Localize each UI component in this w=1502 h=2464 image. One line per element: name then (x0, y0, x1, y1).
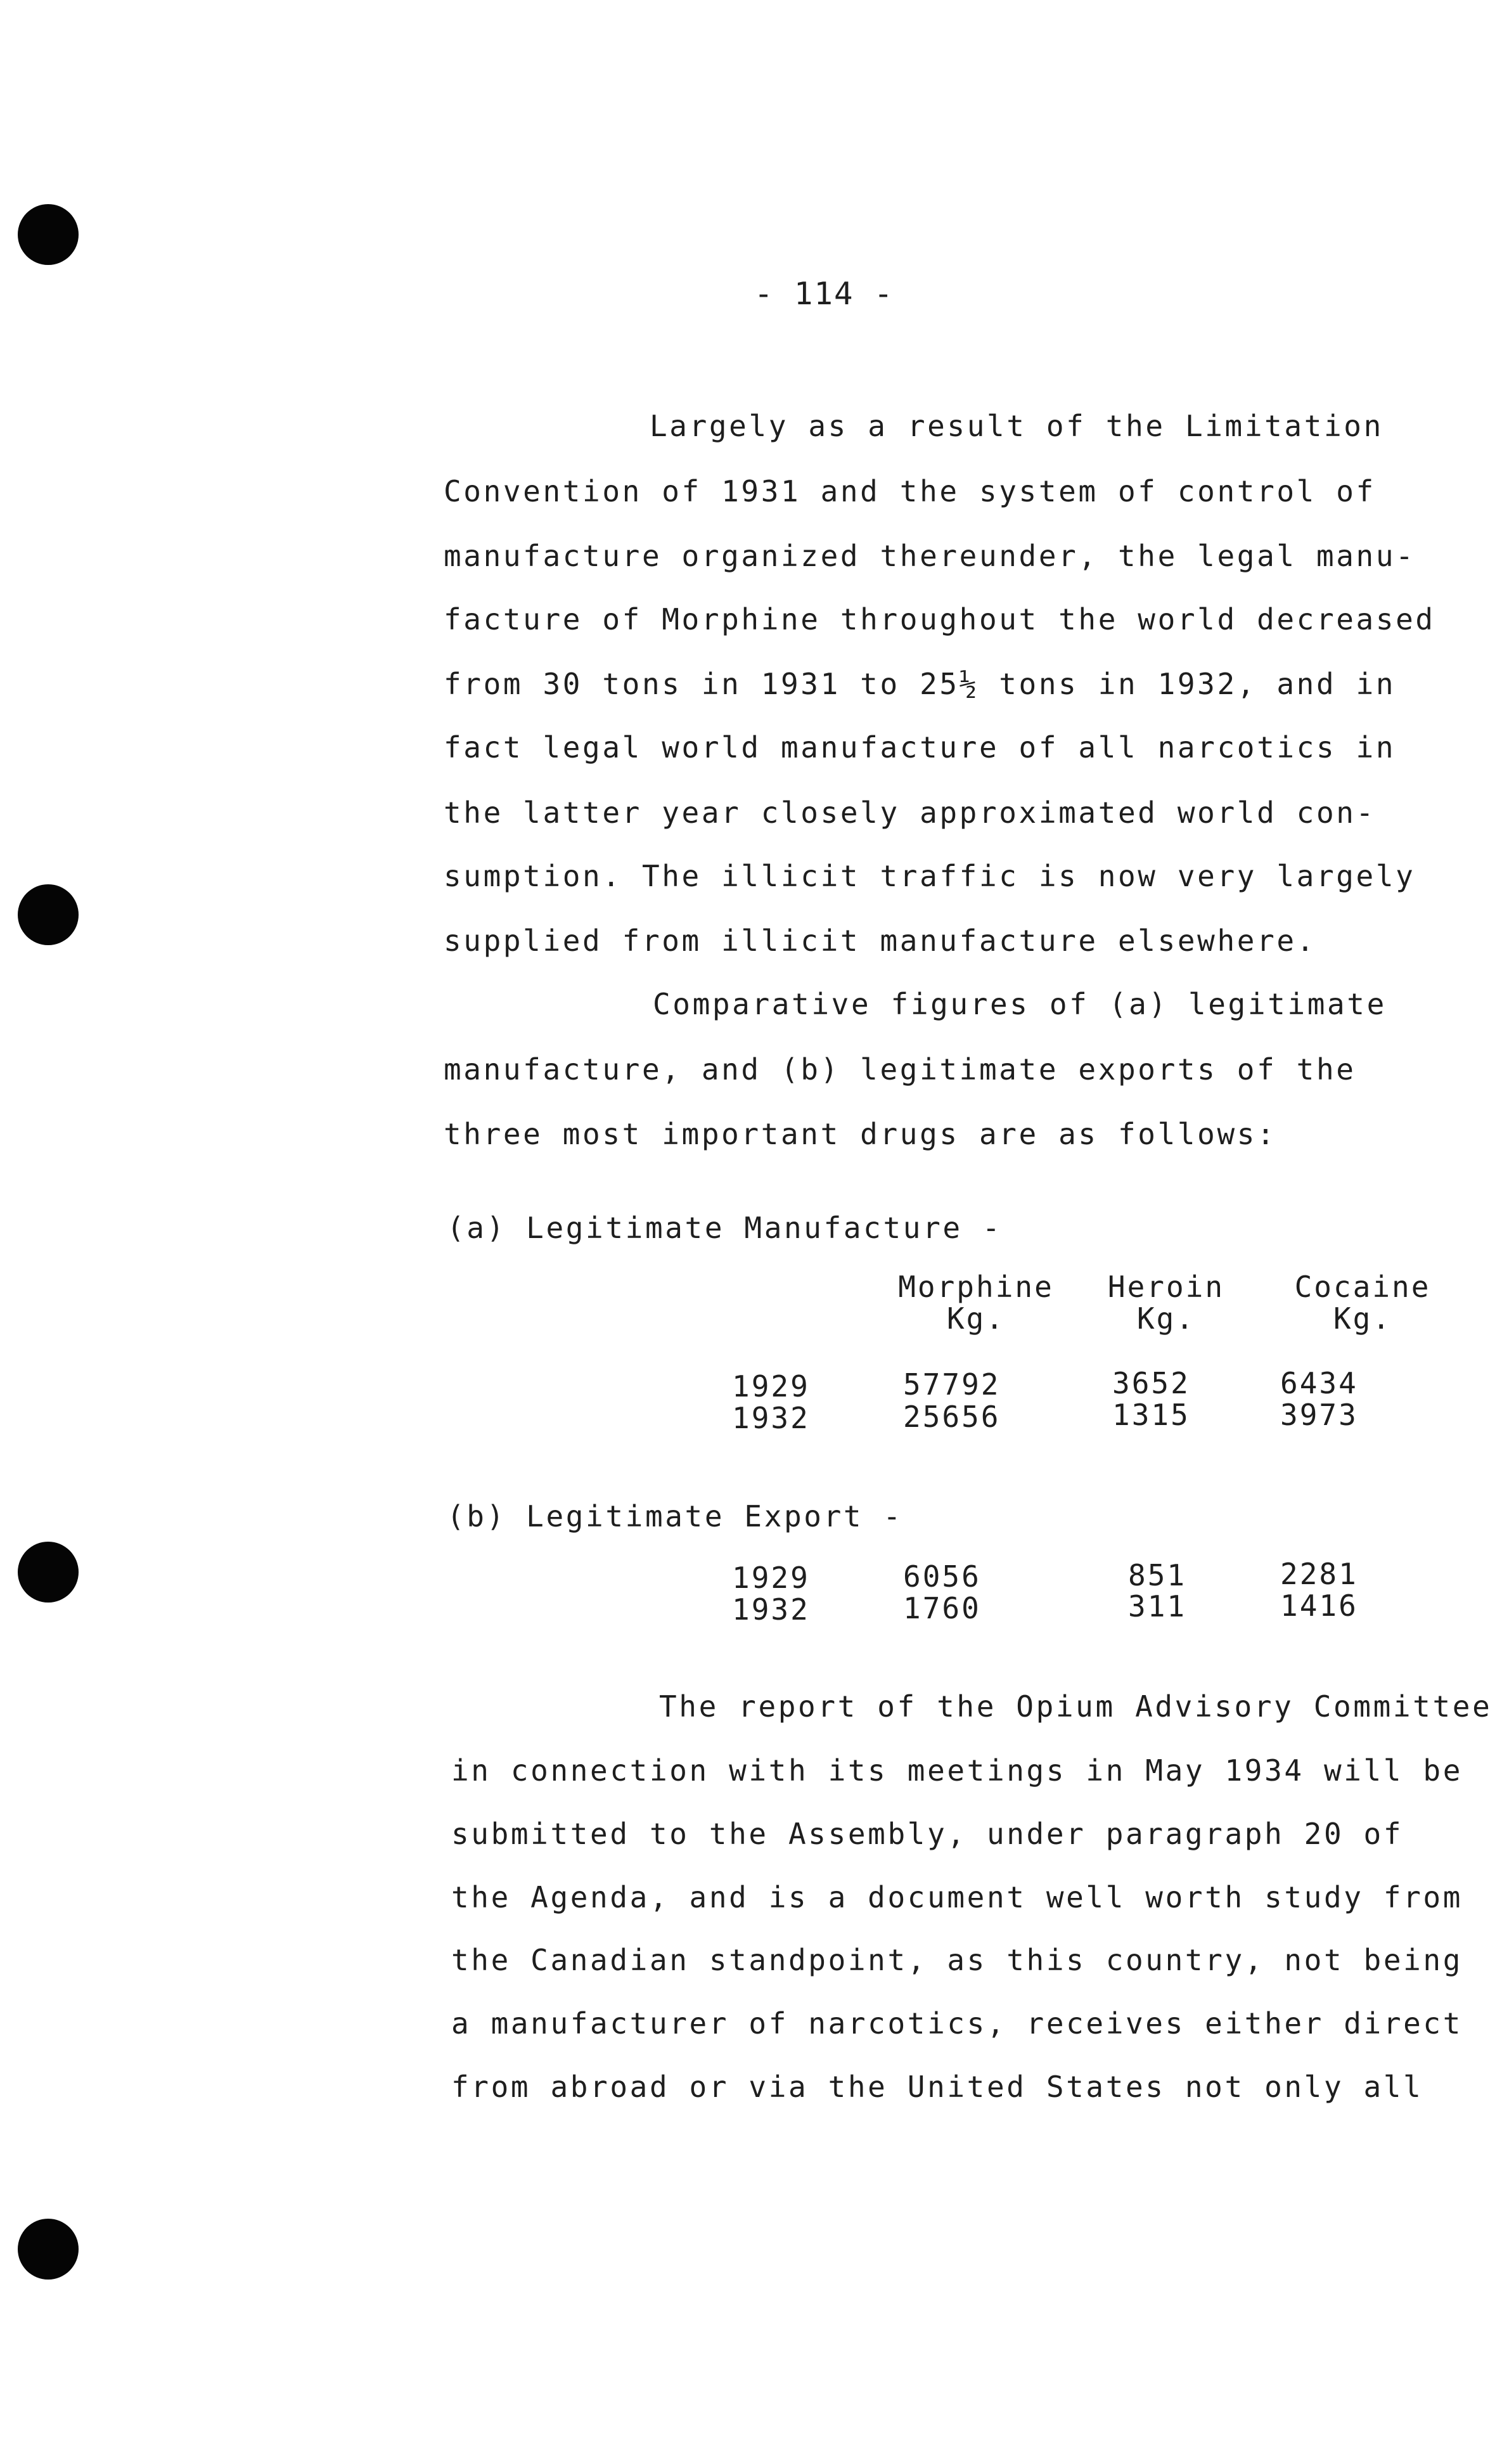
table-b-heading: (b) Legitimate Export - (447, 1499, 903, 1533)
paragraph-2-line: manufacture, and (b) legitimate exports of the (444, 1052, 1356, 1087)
column-header-morphine: Morphine (898, 1270, 1054, 1304)
table-a-cell: 57792 (903, 1367, 1001, 1402)
paragraph-3-line: submitted to the Assembly, under paragraph 20 of (451, 1817, 1404, 1851)
table-a-year: 1929 (732, 1369, 810, 1403)
paragraph-2-line: three most important drugs are as follows: (444, 1117, 1277, 1151)
paragraph-3-line: the Canadian standpoint, as this country, not being (451, 1943, 1463, 1977)
paragraph-1-line: manufacture organized thereunder, the legal manu- (444, 539, 1416, 573)
paragraph-1-line: from 30 tons in 1931 to 25½ tons in 1932, and in (444, 667, 1396, 701)
column-header-cocaine: Cocaine (1294, 1270, 1431, 1304)
table-a-heading: (a) Legitimate Manufacture - (447, 1211, 1003, 1245)
punch-hole (18, 1542, 79, 1603)
column-unit-cocaine: Kg. (1333, 1301, 1392, 1336)
table-b-cell: 311 (1128, 1589, 1187, 1623)
table-b-year: 1929 (732, 1561, 810, 1595)
punch-hole (18, 204, 79, 265)
paragraph-2-line: Comparative figures of (a) legitimate (653, 987, 1387, 1021)
page-number: - 114 - (754, 276, 894, 312)
paragraph-3-line: the Agenda, and is a document well worth study from (451, 1880, 1463, 1914)
paragraph-1-line: the latter year closely approximated world con- (444, 796, 1376, 830)
table-a-cell: 1315 (1112, 1398, 1190, 1432)
paragraph-1-line: sumption. The illicit traffic is now very largely (444, 859, 1416, 893)
paragraph-1-line: Largely as a result of the Limitation (650, 409, 1383, 443)
paragraph-3-line: in connection with its meetings in May 1934 will be (451, 1753, 1463, 1788)
table-b-cell: 6056 (903, 1559, 981, 1594)
paragraph-1-line: facture of Morphine throughout the world decreased (444, 602, 1435, 636)
table-a-cell: 3973 (1280, 1398, 1358, 1432)
column-unit-morphine: Kg. (946, 1301, 1006, 1336)
paragraph-3-line: from abroad or via the United States not only all (451, 2070, 1423, 2104)
table-b-cell: 851 (1128, 1558, 1187, 1592)
table-a-year: 1932 (732, 1401, 810, 1435)
column-unit-heroin: Kg. (1136, 1301, 1196, 1336)
table-a-cell: 3652 (1112, 1366, 1190, 1400)
table-a-cell: 25656 (903, 1400, 1001, 1434)
paragraph-1-line: fact legal world manufacture of all narcotics in (444, 730, 1396, 764)
paragraph-3-line: a manufacturer of narcotics, receives either direct (451, 2006, 1463, 2041)
paragraph-3-line: The report of the Opium Advisory Committee (659, 1689, 1492, 1724)
paragraph-1-line: supplied from illicit manufacture elsewhere. (444, 924, 1316, 958)
table-a-cell: 6434 (1280, 1366, 1358, 1400)
punch-hole (18, 884, 79, 945)
table-b-year: 1932 (732, 1592, 810, 1627)
punch-hole (18, 2219, 79, 2280)
table-b-cell: 2281 (1280, 1557, 1358, 1591)
table-b-cell: 1416 (1280, 1589, 1358, 1623)
table-b-cell: 1760 (903, 1591, 981, 1625)
column-header-heroin: Heroin (1107, 1270, 1225, 1304)
paragraph-1-line: Convention of 1931 and the system of control of (444, 474, 1376, 508)
